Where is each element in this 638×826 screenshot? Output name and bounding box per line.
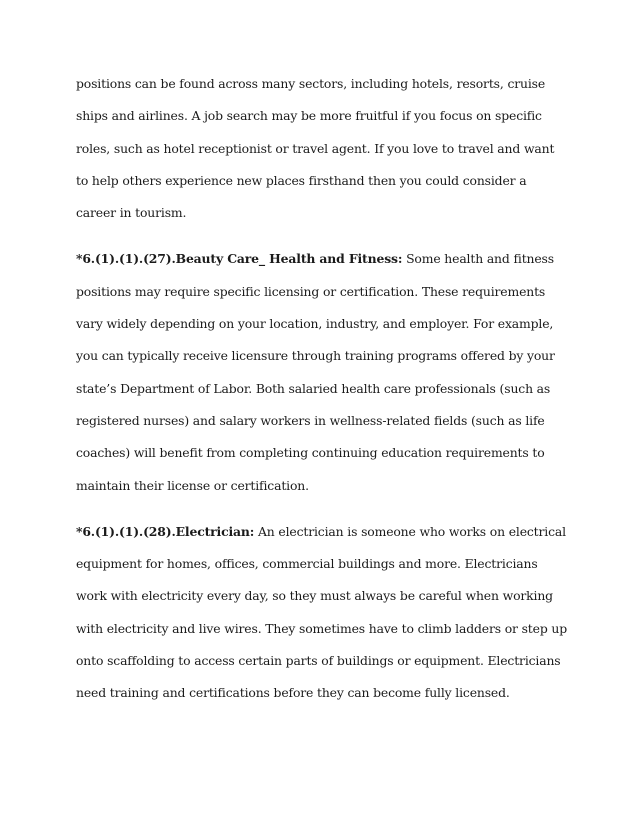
paragraph-tourism — [76, 68, 570, 229]
paragraph-beauty-care — [76, 243, 570, 501]
paragraph-text: positions can be found across many sectors, including hotels, resorts, cruise ships and airlines. A job search may be more fruitful if you focus on specific roles, such as hotel receptionist or travel agent. If you love to travel and want to help others experience new places firsthand then you could consider a career in tourism. — [76, 76, 555, 221]
paragraph-text: An electrician is someone who works on electrical equipment for homes, offices, commercial buildings and more. Electricians work with electricity every day, so they must always be careful when working with electricity and live wires. They sometimes have to climb ladders or step up onto scaffolding to access certain parts of buildings or equipment. Electricians need training and certifications before they can become fully licensed. — [76, 523, 567, 701]
document-body — [76, 68, 570, 724]
paragraph-electrician — [76, 516, 570, 710]
section-heading-electrician: *6.(1).(1).(28).Electrician: — [76, 523, 255, 539]
paragraph-text: Some health and fitness positions may require specific licensing or certification. These requirements vary widely depending on your location, industry, and employer. For example, you can typically receive licensure through training programs offered by your state’s Department of Labor. Both salaried health care professionals (such as registered nurses) and salary workers in wellness-related fields (such as life coaches) will benefit from completing continuing education requirements to maintain their license or certification. — [76, 251, 555, 493]
section-heading-beauty-care: *6.(1).(1).(27).Beauty Care_ Health and Fitness: — [76, 251, 403, 267]
